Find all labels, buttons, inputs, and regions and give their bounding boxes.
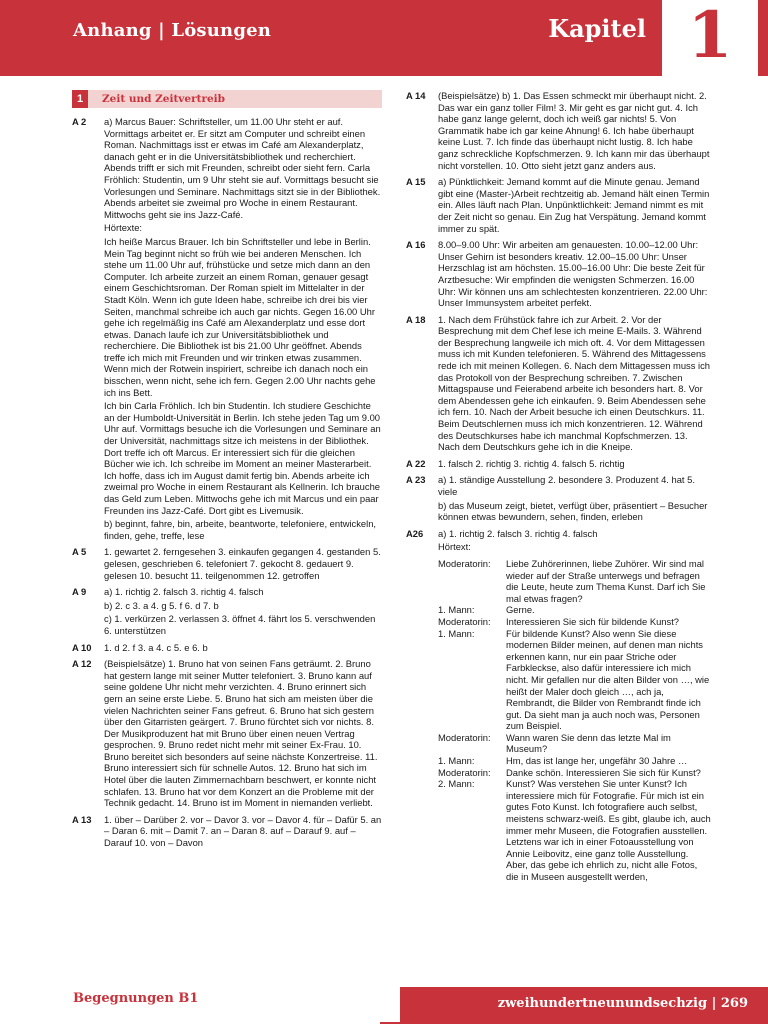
chapter-badge	[658, 0, 758, 76]
answer-entry	[406, 176, 712, 236]
footer-right-box	[400, 987, 768, 1024]
dialogue	[438, 558, 712, 883]
page-header	[0, 0, 768, 76]
exercise-label: A 22	[406, 457, 426, 469]
answer-paragraph: b) das Museum zeigt, bietet, verfügt über, präsentiert – Besucher können etwas bewundern, sehen, finden, erleben	[438, 499, 708, 523]
dialogue-line	[438, 628, 712, 732]
answer-entry	[72, 586, 382, 638]
answer-text	[104, 642, 382, 656]
exercise-label: A 9	[72, 586, 87, 598]
answer-paragraph: b) beginnt, fahre, bin, arbeite, beantworte, telefoniere, entwickeln, finden, gehe, treffe, lese	[104, 518, 377, 541]
speaker: Moderatorin:	[438, 615, 491, 627]
answer-paragraph: Ich bin Carla Fröhlich. Ich bin Studentin. Ich studiere Geschichte an der Humboldt-Universität in Berlin. Ich stehe jeden Tag um 9.00 Uhr auf. Vormittags besuche ich die Vorlesungen und Seminare an der Universität, nachmittags sitze ich meistens in der Bibliothek. Dort treffe ich oft Marcus. Er interessiert sich für die gleichen Bücher wie ich. Ich schreibe im Moment an meiner Masterarbeit. Ich hoffe, dass ich im August damit fertig bin. Abends arbeite ich zweimal pro Woche in einem Restaurant als Kellnerin. Ich brauche das Geld zum Leben. Mittwochs gehe ich mit Marcus und ein paar Freunden ins Jazz-Café. Dort gibt es Livemusik.	[104, 400, 381, 516]
section-number: 1	[72, 90, 88, 108]
dialogue-line	[438, 732, 712, 755]
section-title: Zeit und Zeitvertreib	[102, 93, 225, 105]
answer-text	[104, 116, 382, 543]
speech-text: Wann waren Sie denn das letzte Mal im Museum?	[506, 731, 671, 755]
exercise-label: A 15	[406, 176, 426, 188]
answer-entry	[406, 314, 712, 455]
answer-paragraph: a) Pünktlichkeit: Jemand kommt auf die Minute genau. Jemand gibt eine (Master-)Arbeit rechtzeitig ab. Jemand hält einen Termin ein. Alles läuft nach Plan. Unpünktlichkeit: Jemand nimmt es mit der Zeit nicht so genau. Ein Zug hat Verspätung. Jemand kommt immer zu spät.	[438, 176, 710, 234]
exercise-label: A 10	[72, 641, 92, 653]
answer-paragraph: a) 1. richtig 2. falsch 3. richtig 4. falsch	[438, 527, 598, 539]
answer-paragraph: Ich heiße Marcus Brauer. Ich bin Schriftsteller und lebe in Berlin. Mein Tag beginnt nicht so früh wie bei anderen Menschen. Ich stehe um 11.00 Uhr auf, frühstücke und setze mich dann an den Computer. Ich arbeite zurzeit an einem Roman, genauer gesagt einem Geschichtsroman. Der Roman spielt im Mittelalter in der Stadt Köln. Wenn ich gute Ideen habe, schreibe ich drei bis vier Seiten, manchmal schreibe ich auch gar nichts. Gegen 16.00 Uhr gehe ich regelmäßig ins Café am Alexanderplatz und esse dort etwas. Danach laufe ich zur Universitätsbibliothek und recherchiere. Die Bibliothek ist bis 21.00 Uhr geöffnet. Abends treffe ich mich mit Freunden und wir trinken etwas zusammen. Wenn mich der Rotwein inspiriert, schreibe ich danach noch ein bisschen, wenn nicht, sehe ich fern. Gegen 2.00 Uhr nachts gehe ich ins Bett.	[104, 235, 376, 398]
dialogue-line	[438, 604, 712, 616]
answer-paragraph: 8.00–9.00 Uhr: Wir arbeiten am genauesten. 10.00–12.00 Uhr: Unser Gehirn ist besonders kreativ. 12.00–15.00 Uhr: Unser Herzschlag ist am höchsten. 15.00–16.00 Uhr: Die beste Zeit für Arztbesuche: Wir empfinden die wenigsten Schmerzen. 16.00 Uhr: Wir können uns am schlechtesten konzentrieren. 22.00 Uhr: Unser Immunsystem arbeitet perfekt.	[438, 239, 708, 309]
answer-text	[104, 658, 382, 811]
dialogue-line	[438, 616, 712, 628]
answer-paragraph: b) 2. c 3. a 4. g 5. f 6. d 7. b	[104, 599, 219, 611]
answer-text	[438, 239, 712, 311]
answer-paragraph: Hörtext:	[438, 541, 471, 553]
answer-entry	[406, 239, 712, 311]
answer-paragraph: (Beispielsätze) b) 1. Das Essen schmeckt mir überhaupt nicht. 2. Das war ein ganz toller Film! 3. Mir geht es gar nicht gut. 4. Ich habe ganz lange gelernt, doch ich weiß gar nichts! 5. Von Grammatik habe ich gar keine Ahnung! 6. Ich habe überhaupt keine Lust. 7. Ich finde das überhaupt nicht lustig. 8. Ich habe ganz schreckliche Kopfschmerzen. 9. Ich kann mir das überhaupt nicht vorstellen. 10. Otto sieht jetzt ganz anders aus.	[438, 90, 710, 171]
answer-paragraph: 1. Nach dem Frühstück fahre ich zur Arbeit. 2. Vor der Besprechung mit dem Chef lese ich meine E-Mails. 3. Während der Besprechung langweile ich mich oft. 4. Vor dem Mittagessen muss ich mit Kunden telefonieren. 5. Während des Mittagessens rede ich mit meinen Kollegen. 6. Nach dem Mittagessen muss ich das Protokoll von der Besprechung schreiben. 7. Zwischen Mittagspause und Feierabend arbeite ich besonders hart. 8. Vor dem Abendessen gehe ich einkaufen. 9. Beim Abendessen sehe ich fern. 10. Nach der Arbeit besuche ich einen Deutschkurs. 11. Beim Deutschlernen muss ich mich konzentrieren. 12. Während des Deutschkurses habe ich manchmal Kopfschmerzen. 13. Nach dem Deutschkurs gehe ich in die Kneipe.	[438, 313, 711, 453]
answer-paragraph: (Beispielsätze) 1. Bruno hat von seinen Fans geträumt. 2. Bruno hat gestern lange mit seiner Mutter telefoniert. 3. Bruno kann auf seine goldene Uhr nicht mehr verzichten. 4. Bruno erinnert sich gern an seine erste Liebe. 5. Bruno hat sich am meisten über die vielen Nachrichten seiner Fans gefreut. 6. Bruno hat sich gestern über den Gitarristen geärgert. 7. Bruno fürchtet sich vor nichts. 8. Der Musikproduzent hat mit Bruno über einen neuen Vertrag gesprochen. 9. Bruno redet nicht mehr mit seiner Ex-Frau. 10. Bruno bereitet sich besonders auf seine nächste Konzertreise. 11. Bruno interessiert sich für schnelle Autos. 12. Bruno hat sich im Hotel über die lauten Zimmernachbarn beschwert, er konnte nicht schlafen. 13. Bruno hat vor dem Konzert an die Probleme mit der Technik gedacht. 14. Bruno ist im Moment in niemanden verliebt.	[104, 658, 378, 809]
exercise-label: A 13	[72, 813, 92, 825]
answer-text	[438, 458, 712, 472]
answer-paragraph: 1. d 2. f 3. a 4. c 5. e 6. b	[104, 641, 208, 653]
dialogue-line	[438, 778, 712, 882]
exercise-label: A26	[406, 527, 424, 539]
left-column	[72, 90, 382, 854]
answer-paragraph: a) 1. ständige Ausstellung 2. besondere 3. Produzent 4. hat 5. viele	[438, 474, 695, 497]
answer-entry	[406, 528, 712, 555]
speaker: 1. Mann:	[438, 627, 475, 639]
book-title: Begegnungen B1	[73, 991, 199, 1006]
speech-text: Danke schön. Interessieren Sie sich für Kunst?	[506, 766, 701, 778]
exercise-label: A 5	[72, 546, 87, 558]
chapter-label: Kapitel	[548, 14, 646, 43]
dialogue-line	[438, 767, 712, 779]
exercise-label: A 12	[72, 658, 92, 670]
answer-entry	[72, 642, 382, 656]
speaker: Moderatorin:	[438, 766, 491, 778]
answer-text	[438, 176, 712, 236]
answer-paragraph: 1. gewartet 2. ferngesehen 3. einkaufen gegangen 4. gestanden 5. gelesen, geschrieben 6. telefoniert 7. gekocht 8. gedauert 9. gelesen 10. besucht 11. teilgenommen 12. getroffen	[104, 546, 381, 581]
answer-entry	[72, 814, 382, 851]
header-title: Anhang | Lösungen	[73, 20, 272, 41]
right-entries	[406, 90, 712, 555]
exercise-label: A 16	[406, 239, 426, 251]
speech-text: Kunst? Was verstehen Sie unter Kunst? Ich interessiere mich für Fotografie. Für mich ist ein gutes Foto Kunst. Ich fotografiere auch selbst, meistens schwarz-weiß. Es gibt, glaube ich, auch immer mehr Museen, die Fotografien ausstellen. Letztens war ich in einer Fotoausstellung von Annie Leibovitz, eine ganz tolle Ausstellung. Aber, das gebe ich ehrlich zu, nicht alle Fotos, die in Museen ausgestellt werden,	[506, 778, 711, 882]
answer-text	[104, 586, 382, 638]
speaker: Moderatorin:	[438, 557, 491, 569]
answer-paragraph: a) Marcus Bauer: Schriftsteller, um 11.00 Uhr steht er auf. Vormittags arbeitet er. Er sitzt am Computer und schreibt einen Roman. Nachmittags isst er etwas im Café am Alexanderplatz, danach geht er in die Universitätsbibliothek und recherchiert. Abends trifft er sich mit Freunden, schreibt oder sieht fern. Carla Fröhlich: Studentin, um 9 Uhr steht sie auf. Vormittags besucht sie Vorlesungen und Seminare. Nachmittags sitzt sie in der Bibliothek. Abends arbeitet sie zweimal pro Woche in einem Restaurant. Mittwochs geht sie ins Jazz-Café.	[104, 116, 381, 220]
answer-text	[104, 546, 382, 583]
dialogue-line	[438, 558, 712, 604]
answer-entry	[406, 474, 712, 524]
answer-entry	[72, 116, 382, 543]
speaker: Moderatorin:	[438, 731, 491, 743]
chapter-number: 1	[687, 0, 733, 73]
speech-text: Hm, das ist lange her, ungefähr 30 Jahre …	[506, 755, 688, 767]
left-entries	[72, 116, 382, 851]
answer-text	[438, 314, 712, 455]
exercise-label: A 23	[406, 474, 426, 486]
exercise-label: A 18	[406, 313, 426, 325]
answer-entry	[72, 658, 382, 811]
answer-entry	[406, 458, 712, 472]
speech-text: Interessieren Sie sich für bildende Kunst?	[506, 615, 680, 627]
speaker: 2. Mann:	[438, 778, 475, 790]
answer-paragraph: Hörtexte:	[104, 222, 143, 234]
speaker: 1. Mann:	[438, 604, 475, 616]
exercise-label: A 14	[406, 90, 426, 101]
page-footer	[0, 991, 768, 1024]
speech-text: Liebe Zuhörerinnen, liebe Zuhörer. Wir sind mal wieder auf der Straße unterwegs und befragen die Leute, heute zum Thema Kunst. Darf ich Sie mal etwas fragen?	[506, 557, 706, 604]
answer-paragraph: 1. über – Darüber 2. vor – Davor 3. vor – Davor 4. für – Dafür 5. an – Daran 6. mit – Damit 7. an – Daran 8. auf – Darauf 9. auf – Darauf 10. von – Davon	[104, 813, 382, 849]
answer-text	[438, 528, 712, 555]
answer-paragraph: 1. falsch 2. richtig 3. richtig 4. falsch 5. richtig	[438, 457, 625, 469]
answer-entry	[72, 546, 382, 583]
section-header	[72, 90, 382, 108]
answer-text	[104, 814, 382, 851]
answer-paragraph: a) 1. richtig 2. falsch 3. richtig 4. falsch	[104, 586, 264, 598]
answer-text	[438, 90, 712, 173]
page-number: zweihundertneunundsechzig | 269	[497, 996, 748, 1011]
right-column	[406, 90, 712, 883]
answer-paragraph: c) 1. verkürzen 2. verlassen 3. öffnet 4. fährt los 5. verschwenden 6. unterstützen	[104, 613, 376, 636]
speech-text: Für bildende Kunst? Also wenn Sie diese modernen Bilder meinen, auf denen man nichts erkennen kann, nur ein paar Striche oder Farbkleckse, also dafür interessiere ich mich nicht. Mir gefallen nur die alten Bilder von …, wie heißt der Maler doch gleich …, ach ja, Rembrandt, die Bilder von Rembrandt finde ich gut. Da sieht man ja auch noch was, Personen zum Beispiel.	[506, 627, 710, 732]
answer-entry	[406, 90, 712, 173]
speaker: 1. Mann:	[438, 755, 475, 767]
answer-text	[438, 474, 712, 524]
exercise-label: A 2	[72, 116, 87, 127]
dialogue-line	[438, 755, 712, 767]
speech-text: Gerne.	[506, 604, 535, 616]
